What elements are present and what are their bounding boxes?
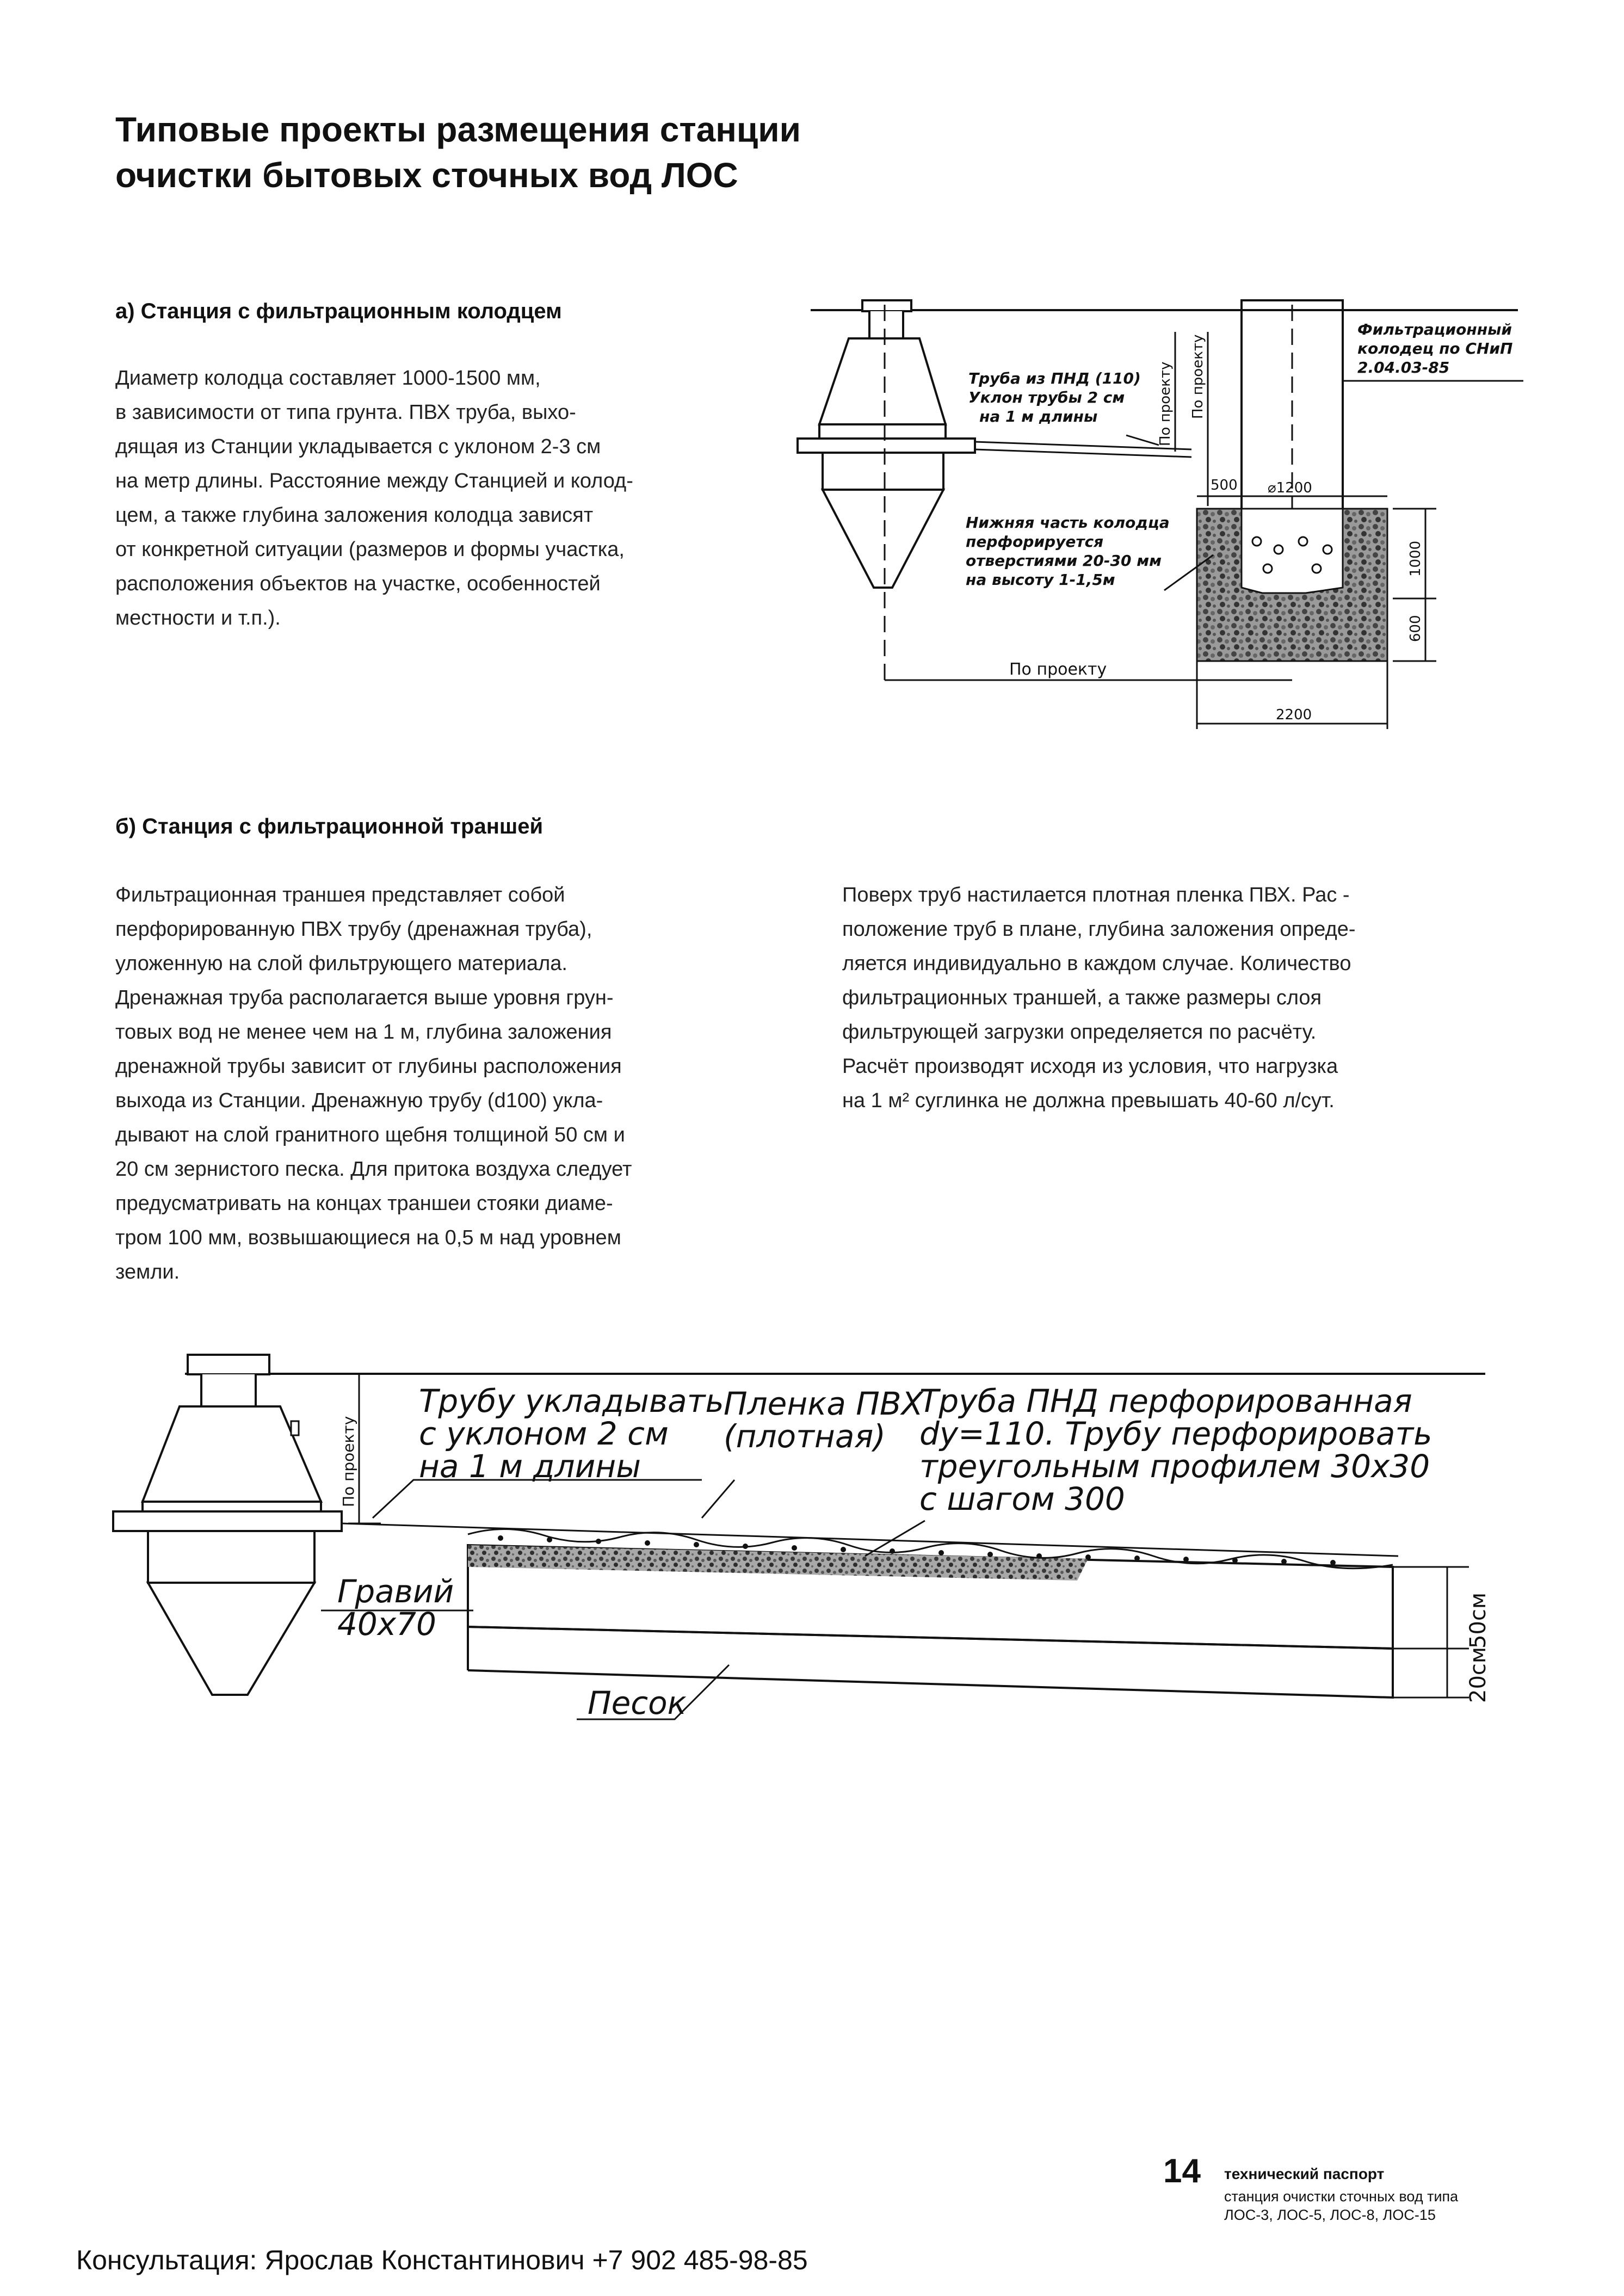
page-title-line-2: очистки бытовых сточных вод ЛОС <box>115 156 738 195</box>
sand-label: Песок <box>588 1684 687 1721</box>
section-b-left-line: земли. <box>115 1261 180 1283</box>
section-b-left-line: дренажной трубы зависит от глубины расположения <box>115 1055 622 1078</box>
page-number: 14 <box>1163 2152 1201 2190</box>
well-label-line: колодец по СНиП <box>1357 340 1513 357</box>
section-a-line: от конкретной ситуации (размеров и формы участка, <box>115 538 625 561</box>
consultation-contact: Консультация: Ярослав Константинович +7 902 485-98-85 <box>76 2245 808 2275</box>
section-b-right-line: ляется индивидуально в каждом случае. Количество <box>842 952 1351 975</box>
section-b-left-line: дывают на слой гранитного щебня толщиной 50 см и <box>115 1124 625 1146</box>
pipe-label-line: на 1 м длины <box>979 408 1098 425</box>
section-b-right-line: Поверх труб настилается плотная пленка ПВХ. Рас - <box>842 884 1350 906</box>
section-b-left-paragraph <box>115 878 795 1289</box>
well-label-line: Фильтрационный <box>1357 320 1512 338</box>
section-b-left-line: уложенную на слой фильтрующего материала. <box>115 952 567 975</box>
well-label-line: 2.04.03-85 <box>1357 359 1450 377</box>
section-b-right-line: фильтрационных траншей, а также размеры слоя <box>842 986 1322 1009</box>
section-b-left-line: предусматривать на концах траншеи стояки диаме- <box>115 1192 613 1215</box>
trench-vertical-label: По проекту <box>339 1416 357 1507</box>
gravel-label-line: 40x70 <box>337 1606 436 1643</box>
page-title-line-1: Типовые проекты размещения станции <box>115 110 801 149</box>
dim-500: 500 <box>1211 477 1238 493</box>
doc-description-line: ЛОС-3, ЛОС-5, ЛОС-8, ЛОС-15 <box>1224 2207 1436 2223</box>
perforation-label-line: перфорируется <box>966 533 1104 551</box>
section-a-line: Диаметр колодца составляет 1000-1500 мм, <box>115 367 541 390</box>
perforation-label-line: отверстиями 20-30 мм <box>966 552 1162 570</box>
slope-label-line: Трубу укладывать <box>419 1382 724 1419</box>
filtration-trench-diagram <box>98 1328 1502 1752</box>
section-b-left-line: Дренажная труба располагается выше уровня грун- <box>115 986 614 1009</box>
dim-1000: 1000 <box>1407 540 1424 577</box>
doc-type: технический паспорт <box>1224 2165 1385 2182</box>
section-b-right-line: фильтрующей загрузки определяется по расчёту. <box>842 1021 1317 1044</box>
section-b-left-line: тром 100 мм, возвышающиеся на 0,5 м над уровнем <box>115 1226 621 1249</box>
section-a-line: расположения объектов на участке, особенностей <box>115 572 601 595</box>
pipe-trench-label-line: с шагом 300 <box>919 1480 1125 1517</box>
section-b-left-line: товых вод не менее чем на 1 м, глубина заложения <box>115 1021 612 1044</box>
film-label-line: Пленка ПВХ <box>724 1385 923 1422</box>
section-a-paragraph <box>115 361 768 635</box>
section-a-line: местности и т.п.). <box>115 607 281 629</box>
dim-2200: 2200 <box>1276 707 1312 723</box>
gravel-label-line: Гравий <box>337 1573 454 1610</box>
page-title <box>115 107 801 198</box>
bottom-dim-label: По проекту <box>1009 660 1107 679</box>
section-b-left-line: перфорированную ПВХ трубу (дренажная труба), <box>115 918 592 941</box>
pipe-label-line: Уклон трубы 2 см <box>968 388 1125 406</box>
pipe-trench-label-line: треугольным профилем 30x30 <box>919 1448 1430 1485</box>
section-a-line: в зависимости от типа грунта. ПВХ труба, выхо- <box>115 401 576 424</box>
section-b-right-paragraph <box>842 878 1522 1118</box>
section-b-right-line: Расчёт производят исходя из условия, что нагрузка <box>842 1055 1338 1078</box>
dim-1200: ⌀1200 <box>1268 480 1312 496</box>
dim-50cm: 50см <box>1466 1592 1491 1649</box>
doc-description-line: станция очистки сточных вод типа <box>1224 2188 1459 2205</box>
section-b-left-line: 20 см зернистого песка. Для притока воздуха следует <box>115 1158 632 1181</box>
section-a-line: дящая из Станции укладывается с уклоном 2-3 см <box>115 435 601 458</box>
vertical-label-1: По проекту <box>1157 361 1174 446</box>
perforation-label-line: на высоту 1-1,5м <box>966 571 1115 589</box>
section-a-line: цем, а также глубина заложения колодца зависят <box>115 504 594 527</box>
pipe-label-line: Труба из ПНД (110) <box>968 369 1141 387</box>
filtration-well-diagram <box>773 283 1556 751</box>
section-b-right-line: положение труб в плане, глубина заложения опреде- <box>842 918 1356 941</box>
section-b-left-line: выхода из Станции. Дренажную трубу (d100) укла- <box>115 1089 603 1112</box>
pipe-trench-label-line: Труба ПНД перфорированная <box>919 1382 1412 1419</box>
section-b-heading: б) Станция с фильтрационной траншей <box>115 814 544 838</box>
section-a-line: на метр длины. Расстояние между Станцией и колод- <box>115 470 633 492</box>
section-b-right-line: на 1 м² суглинка не должна превышать 40-60 л/сут. <box>842 1089 1335 1112</box>
doc-description <box>1224 2187 1458 2224</box>
slope-label-line: с уклоном 2 см <box>419 1415 669 1452</box>
pipe-trench-label-line: dy=110. Трубу перфорировать <box>919 1415 1432 1452</box>
perforation-label-line: Нижняя часть колодца <box>966 514 1170 532</box>
vertical-label-2: По проекту <box>1190 334 1206 419</box>
section-b-left-line: Фильтрационная траншея представляет собой <box>115 884 565 906</box>
slope-label-line: на 1 м длины <box>419 1448 641 1485</box>
dim-20cm: 20см <box>1466 1646 1491 1703</box>
section-a-heading: а) Станция с фильтрационным колодцем <box>115 299 562 323</box>
film-label-line: (плотная) <box>724 1418 886 1455</box>
dim-600: 600 <box>1407 615 1424 642</box>
